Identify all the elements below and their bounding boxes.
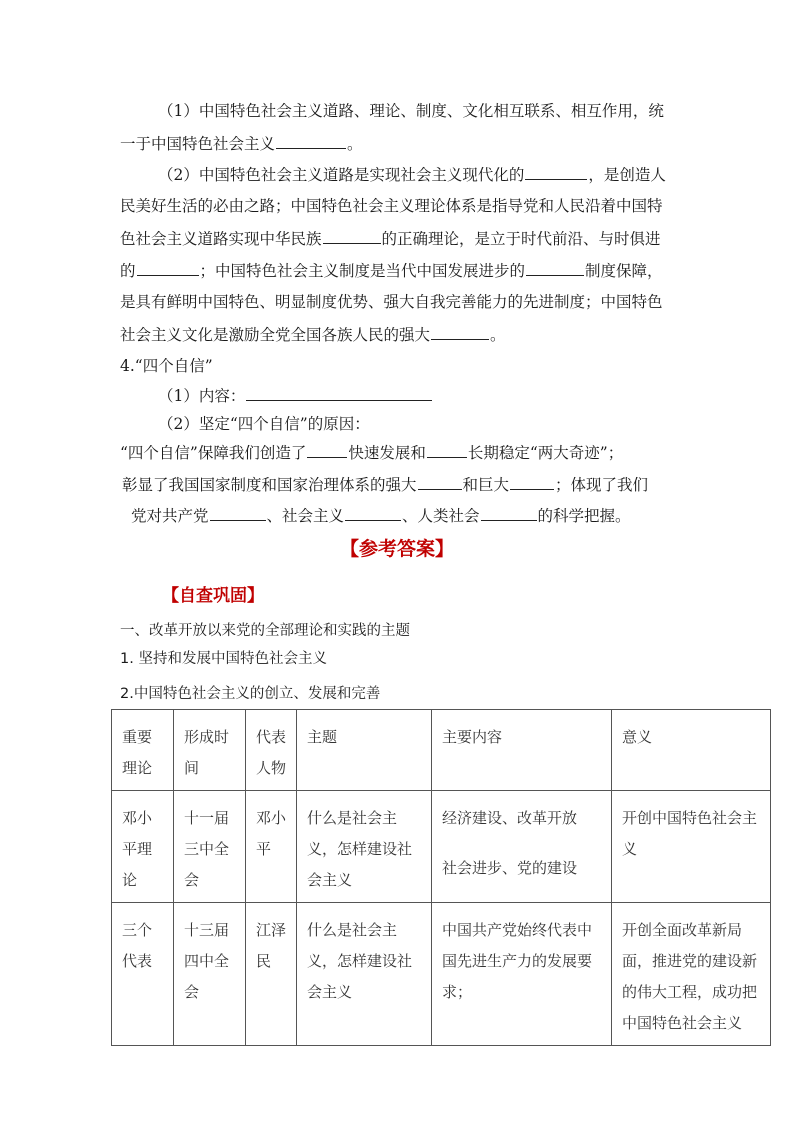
- item4-content: （1）内容：: [158, 384, 433, 407]
- fill-blank[interactable]: [307, 441, 347, 458]
- p2-line6: 社会主义文化是激励全党全国各族人民的强大 。: [120, 323, 506, 346]
- answer-line2: 1. 坚持和发展中国特色社会主义: [120, 651, 327, 667]
- fill-blank[interactable]: [276, 132, 346, 149]
- table-cell: 十三届四中全会: [174, 903, 246, 1046]
- reason-line3: 党对共产党 、社会主义 、人类社会 的科学把握。: [131, 504, 631, 527]
- section-title: 【自查巩固】: [162, 586, 264, 606]
- table-cell: 什么是社会主义，怎样建设社会主义: [297, 791, 432, 903]
- answer-line1: 一、改革开放以来党的全部理论和实践的主题: [120, 623, 410, 639]
- table-cell: 十一届三中全会: [174, 791, 246, 903]
- table-cell: 邓小平理论: [112, 791, 174, 903]
- fill-blank[interactable]: [323, 227, 381, 244]
- fill-blank[interactable]: [137, 259, 199, 276]
- table-cell: 江泽民: [246, 903, 297, 1046]
- fill-blank[interactable]: [525, 163, 587, 180]
- p1-line2: 一于中国特色社会主义 。: [120, 132, 363, 155]
- table-cell: 什么是社会主义，怎样建设社会主义: [297, 903, 432, 1046]
- reason-line1: “四个自信”保障我们创造了 快速发展和 长期稳定“两大奇迹”；: [120, 441, 623, 464]
- fill-blank[interactable]: [510, 473, 554, 490]
- fill-blank[interactable]: [246, 384, 432, 401]
- fill-blank[interactable]: [431, 323, 489, 340]
- theory-table: [111, 709, 771, 1046]
- p2-line4: 的 ；中国特色社会主义制度是当代中国发展进步的 制度保障，: [120, 259, 663, 282]
- fill-blank[interactable]: [345, 504, 401, 521]
- table-header-cell: 代表人物: [246, 710, 297, 791]
- item4-reason: （2）坚定“四个自信”的原因：: [158, 415, 370, 433]
- table-header-cell: 重要理论: [112, 710, 174, 791]
- fill-blank[interactable]: [526, 259, 584, 276]
- answer-line3: 2.中国特色社会主义的创立、发展和完善: [120, 686, 381, 702]
- table-row: [112, 903, 771, 1046]
- fill-blank[interactable]: [481, 504, 537, 521]
- table-cell: 中国共产党始终代表中国先进生产力的发展要求；: [432, 903, 612, 1046]
- table-header-cell: 意义: [612, 710, 771, 791]
- fill-blank[interactable]: [427, 441, 467, 458]
- table-header-row: [112, 710, 771, 791]
- table-cell: 邓小平: [246, 791, 297, 903]
- table-row: [112, 791, 771, 903]
- table-cell: 三个代表: [112, 903, 174, 1046]
- table-cell: 经济建设、改革开放 社会进步、党的建设: [432, 791, 612, 903]
- fill-blank[interactable]: [418, 473, 462, 490]
- table-cell: 开创全面改革新局面，推进党的建设新的伟大工程，成功把中国特色社会主义: [612, 903, 771, 1046]
- answer-title: 【参考答案】: [339, 538, 454, 560]
- p2-line5: 是具有鲜明中国特色、明显制度优势、强大自我完善能力的先进制度；中国特色: [120, 293, 663, 311]
- table-header-cell: 主要内容: [432, 710, 612, 791]
- reason-line2: 彰显了我国国家制度和国家治理体系的强大 和巨大 ；体现了我们: [122, 473, 648, 496]
- p2-line3: 色社会主义道路实现中华民族 的正确理论，是立于时代前沿、与时俱进: [120, 227, 661, 250]
- table-header-cell: 主题: [297, 710, 432, 791]
- fill-blank[interactable]: [210, 504, 266, 521]
- p2-line2: 民美好生活的必由之路；中国特色社会主义理论体系是指导党和人民沿着中国特: [120, 197, 663, 215]
- p2-line1: （2）中国特色社会主义道路是实现社会主义现代化的 ，是创造人: [158, 163, 666, 186]
- table-cell: 开创中国特色社会主义: [612, 791, 771, 903]
- table-header-cell: 形成时间: [174, 710, 246, 791]
- p1-line1: （1）中国特色社会主义道路、理论、制度、文化相互联系、相互作用，统: [158, 102, 664, 120]
- item4-title: 4.“四个自信”: [120, 357, 213, 375]
